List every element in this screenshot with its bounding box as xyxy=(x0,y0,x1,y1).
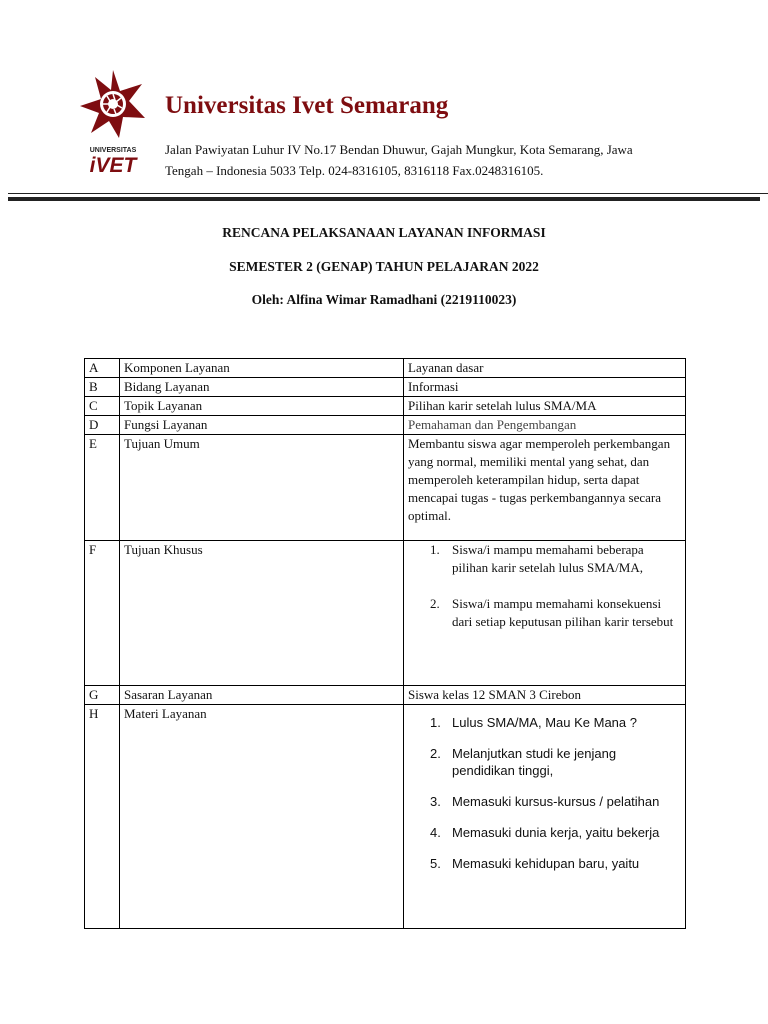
row-value: Pilihan karir setelah lulus SMA/MA xyxy=(404,397,686,416)
table-row xyxy=(85,686,686,705)
row-label: Bidang Layanan xyxy=(120,378,404,397)
row-code: C xyxy=(85,397,120,416)
university-logo xyxy=(76,68,150,178)
list-item xyxy=(408,855,681,872)
service-plan-table xyxy=(84,358,686,929)
list-text: Memasuki kursus-kursus / pelatihan xyxy=(452,794,660,809)
row-code: B xyxy=(85,378,120,397)
row-code: H xyxy=(85,705,120,929)
row-label: Materi Layanan xyxy=(120,705,404,929)
list-text: Memasuki dunia kerja, yaitu bekerja xyxy=(452,825,660,840)
table-row xyxy=(85,705,686,929)
list-item xyxy=(408,714,681,731)
list-item xyxy=(408,541,681,577)
list-number: 4. xyxy=(430,825,441,840)
list-text: Siswa/i mampu memahami konsekuensi dari setiap keputusan pilihan karir tersebut xyxy=(452,596,674,629)
row-code: A xyxy=(85,359,120,378)
list-number: 3. xyxy=(430,794,441,809)
row-code: E xyxy=(85,435,120,541)
row-label: Komponen Layanan xyxy=(120,359,404,378)
list-item xyxy=(408,595,681,631)
table-row xyxy=(85,541,686,686)
table-row xyxy=(85,397,686,416)
list-text: Melanjutkan studi ke jenjang pendidikan tinggi, xyxy=(452,746,617,778)
address-line-1: Jalan Pawiyatan Luhur IV No.17 Bendan Dhuwur, Gajah Mungkur, Kota Semarang, Jawa xyxy=(165,142,633,157)
row-label: Sasaran Layanan xyxy=(120,686,404,705)
list-text: Memasuki kehidupan baru, yaitu xyxy=(452,856,640,871)
table-row xyxy=(85,416,686,435)
list-number: 1. xyxy=(430,715,441,730)
list-number: 5. xyxy=(430,856,441,871)
document-author: Oleh: Alfina Wimar Ramadhani (2219110023) xyxy=(251,292,517,307)
header-divider-thin xyxy=(8,193,768,194)
row-value: Membantu siswa agar memperoleh perkembangan yang normal, memiliki mental yang sehat, dan memperoleh keterampilan hidup, serta dapat mencapai tugas - tugas perkembangannya secara optimal. xyxy=(404,435,686,541)
logo-caption-main: iVET xyxy=(89,154,137,177)
row-label: Fungsi Layanan xyxy=(120,416,404,435)
table-row xyxy=(85,378,686,397)
row-label: Tujuan Khusus xyxy=(120,541,404,686)
list-number: 2. xyxy=(430,596,440,611)
list-text: Siswa/i mampu memahami beberapa pilihan karir setelah lulus SMA/MA, xyxy=(452,542,644,575)
document-semester: SEMESTER 2 (GENAP) TAHUN PELAJARAN 2022 xyxy=(229,259,539,274)
list-number: 2. xyxy=(430,746,441,761)
logo-caption-top: UNIVERSITAS xyxy=(89,147,137,154)
header-divider-thick xyxy=(8,197,760,201)
row-label: Topik Layanan xyxy=(120,397,404,416)
row-value: Pemahaman dan Pengembangan xyxy=(404,416,686,435)
table-row xyxy=(85,359,686,378)
row-code: G xyxy=(85,686,120,705)
university-name: Universitas Ivet Semarang xyxy=(165,92,449,119)
list-text: Lulus SMA/MA, Mau Ke Mana ? xyxy=(452,715,637,730)
row-value: Informasi xyxy=(404,378,686,397)
university-address xyxy=(165,139,685,181)
list-number: 1. xyxy=(430,542,440,557)
document-title: RENCANA PELAKSANAAN LAYANAN INFORMASI xyxy=(222,225,546,240)
table-row xyxy=(85,435,686,541)
service-material-list xyxy=(408,714,681,872)
specific-goals-list xyxy=(408,541,681,631)
row-value-list xyxy=(404,705,686,929)
row-value: Siswa kelas 12 SMAN 3 Cirebon xyxy=(404,686,686,705)
row-value-list xyxy=(404,541,686,686)
list-item xyxy=(408,793,681,810)
list-item xyxy=(408,824,681,841)
row-value: Layanan dasar xyxy=(404,359,686,378)
list-item xyxy=(408,745,681,779)
row-code: D xyxy=(85,416,120,435)
row-code: F xyxy=(85,541,120,686)
row-label: Tujuan Umum xyxy=(120,435,404,541)
address-line-2: Tengah – Indonesia 5033 Telp. 024-8316105, 8316118 Fax.0248316105. xyxy=(165,163,544,178)
logo-star-emblem xyxy=(76,68,150,178)
